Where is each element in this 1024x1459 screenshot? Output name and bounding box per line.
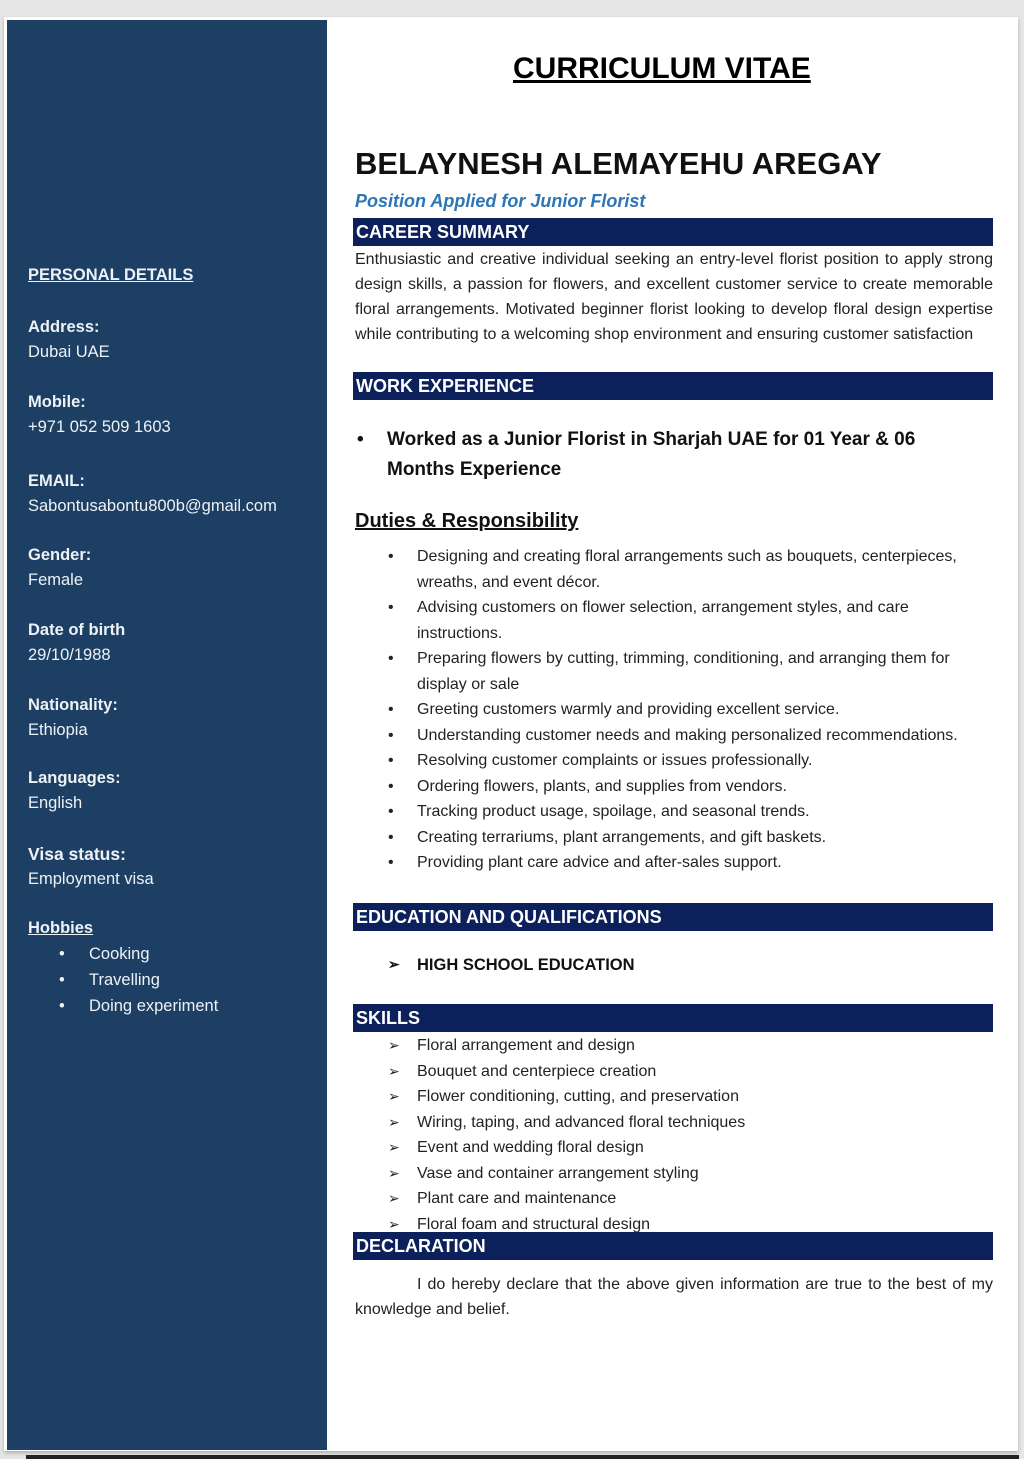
duties-heading: Duties & Responsibility [355, 510, 579, 532]
document-title: CURRICULUM VITAE [513, 52, 811, 85]
gender-value: Female [28, 571, 84, 589]
skill-item: ➢ Wiring, taping, and advanced floral techniques [388, 1110, 998, 1136]
skill-item: ➢ Event and wedding floral design [388, 1135, 998, 1161]
duty-item: • Preparing flowers by cutting, trimming, conditioning, and arranging them for display or sale [388, 646, 998, 697]
languages-label: Languages: [28, 769, 121, 787]
skill-item: ➢ Vase and container arrangement styling [388, 1161, 998, 1187]
duty-item: • Greeting customers warmly and providing excellent service. [388, 697, 998, 723]
visa-value: Employment visa [28, 870, 154, 888]
hobbies-heading: Hobbies [28, 919, 94, 937]
duty-item: • Tracking product usage, spoilage, and seasonal trends. [388, 799, 998, 825]
nationality-value: Ethiopia [28, 721, 88, 739]
duty-item: • Resolving customer complaints or issues professionally. [388, 748, 998, 774]
position-applied: Position Applied for Junior Florist [355, 191, 646, 211]
hobby-item: • Doing experiment [59, 997, 218, 1016]
education-header: EDUCATION AND QUALIFICATIONS [353, 903, 993, 931]
address-label: Address: [28, 318, 100, 336]
duties-list [388, 544, 998, 876]
address-value: Dubai UAE [28, 343, 110, 361]
work-experience-header: WORK EXPERIENCE [353, 372, 993, 400]
dob-value: 29/10/1988 [28, 646, 111, 664]
skill-item: ➢ Flower conditioning, cutting, and preservation [388, 1084, 998, 1110]
sidebar [7, 20, 327, 1450]
education-item: ➢ HIGH SCHOOL EDUCATION [388, 956, 635, 975]
duty-item: • Ordering flowers, plants, and supplies from vendors. [388, 774, 998, 800]
skill-item: ➢ Plant care and maintenance [388, 1186, 998, 1212]
career-summary-header: CAREER SUMMARY [353, 218, 993, 246]
candidate-name: BELAYNESH ALEMAYEHU AREGAY [355, 146, 882, 181]
skills-header: SKILLS [353, 1004, 993, 1032]
gender-label: Gender: [28, 546, 92, 564]
hobby-item: • Travelling [59, 971, 160, 990]
email-value: Sabontusabontu800b@gmail.com [28, 497, 277, 515]
mobile-label: Mobile: [28, 393, 86, 411]
mobile-value: +971 052 509 1603 [28, 418, 171, 436]
skill-item: ➢ Floral arrangement and design [388, 1033, 998, 1059]
bottom-border [26, 1455, 1019, 1459]
skills-list [388, 1033, 998, 1237]
duty-item: • Providing plant care advice and after-sales support. [388, 850, 998, 876]
skill-item: ➢ Floral foam and structural design [388, 1212, 998, 1238]
languages-value: English [28, 794, 83, 812]
duty-item: • Creating terrariums, plant arrangements, and gift baskets. [388, 825, 998, 851]
duty-item: • Designing and creating floral arrangements such as bouquets, centerpieces, wreaths, and event décor. [388, 544, 998, 595]
hobby-item: • Cooking [59, 945, 150, 964]
duty-item: • Understanding customer needs and making personalized recommendations. [388, 723, 998, 749]
declaration-header: DECLARATION [353, 1232, 993, 1260]
nationality-label: Nationality: [28, 696, 118, 714]
dob-label: Date of birth [28, 621, 126, 639]
visa-label: Visa status: [28, 844, 126, 864]
duty-item: • Advising customers on flower selection, arrangement styles, and care instructions. [388, 595, 998, 646]
declaration-text: I do hereby declare that the above given information are true to the best of my knowledge and belief. [355, 1276, 993, 1318]
work-experience-item: • Worked as a Junior Florist in Sharjah UAE for 01 Year & 06 Months Experience [357, 425, 987, 485]
email-label: EMAIL: [28, 472, 85, 490]
personal-details-heading: PERSONAL DETAILS [28, 266, 194, 284]
career-summary-text: Enthusiastic and creative individual seeking an entry-level florist position to apply strong design skills, a passion for flowers, and excellent customer service to create memorable floral arrangements. Motivated beginner florist looking to develop floral design expertise while contributing to a welcoming shop environment and ensuring customer satisfaction [355, 251, 993, 343]
skill-item: ➢ Bouquet and centerpiece creation [388, 1059, 998, 1085]
